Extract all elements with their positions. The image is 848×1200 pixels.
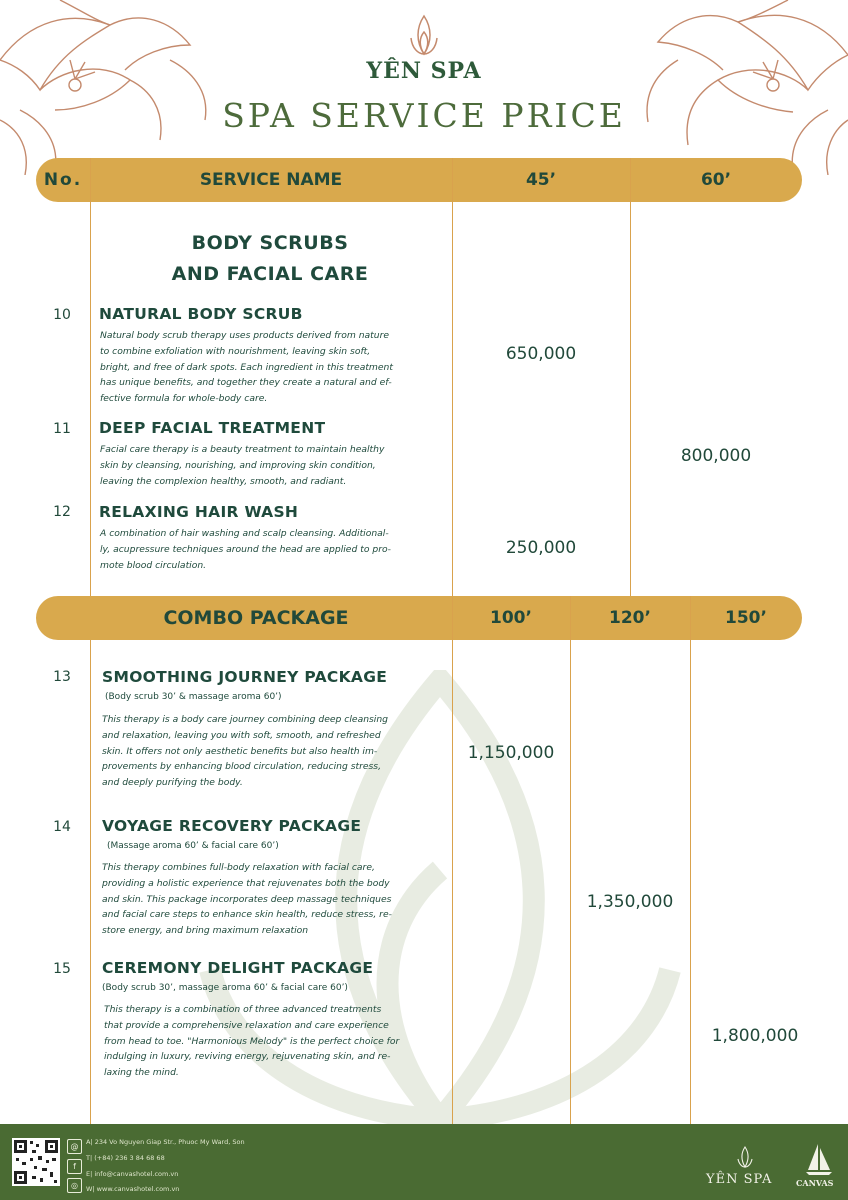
- service-title: CEREMONY DELIGHT PACKAGE: [102, 959, 374, 977]
- price-120-min: 1,350,000: [586, 892, 674, 912]
- service-number: 14: [53, 819, 71, 835]
- service-description: This therapy is a combination of three advanced treatments that provide a comprehensive relaxation and care experience from head to toe. "Harmonious Melody" is the perfect choice for indulging in luxury, reviving energy, rejuvenating skin, and re- laxing the mind.: [104, 1004, 400, 1079]
- divider: [90, 158, 91, 596]
- service-title: RELAXING HAIR WASH: [99, 503, 299, 521]
- canvas-sailboat-logo-icon: [804, 1142, 834, 1176]
- flower-decoration-right-icon: [628, 0, 848, 175]
- service-title: SMOOTHING JOURNEY PACKAGE: [102, 668, 388, 686]
- footer-partner: CANVAS: [796, 1178, 834, 1188]
- service-description: Facial care therapy is a beauty treatment to maintain healthy skin by cleansing, nourishing, and improving skin condition, leaving the complexion healthy, smooth, and radiant.: [100, 444, 385, 487]
- footer-phone: T| (+84) 236 3 84 68 68: [86, 1154, 165, 1162]
- divider: [452, 158, 453, 596]
- qr-code-icon[interactable]: [12, 1138, 60, 1186]
- threads-icon[interactable]: @: [67, 1139, 82, 1154]
- page-title: SPA SERVICE PRICE: [222, 96, 626, 135]
- footer-website[interactable]: W| www.canvashotel.com.vn: [86, 1185, 180, 1193]
- header-45-min: 45’: [525, 170, 557, 190]
- service-description: This therapy combines full-body relaxation with facial care, providing a holistic experience that rejuvenates both the body and skin. This package incorporates deep massage techniques and facial care steps to enhance skin health, reduce stress, re- store energy, and bring maximum relaxation: [102, 862, 392, 937]
- price-45-min: 250,000: [505, 538, 577, 558]
- yen-spa-footer-logo-icon: [736, 1146, 754, 1170]
- header-60-min: 60’: [700, 170, 732, 190]
- service-title: DEEP FACIAL TREATMENT: [99, 419, 326, 437]
- facebook-icon[interactable]: f: [67, 1159, 82, 1174]
- price-45-min: 650,000: [505, 344, 577, 364]
- divider: [452, 596, 453, 1124]
- service-subtitle: (Massage aroma 60’ & facial care 60’): [107, 841, 279, 851]
- service-title: NATURAL BODY SCRUB: [99, 305, 303, 323]
- footer-brand: YÊN SPA: [706, 1172, 773, 1187]
- instagram-icon[interactable]: ◎: [67, 1178, 82, 1193]
- divider: [630, 158, 631, 596]
- section-title-line1: BODY SCRUBS: [191, 232, 349, 254]
- service-number: 15: [53, 961, 71, 977]
- price-150-min: 1,800,000: [711, 1026, 799, 1046]
- footer-address: A| 234 Vo Nguyen Giap Str., Phuoc My Ward, Son: [86, 1138, 245, 1146]
- service-title: VOYAGE RECOVERY PACKAGE: [102, 817, 362, 835]
- combo-title: COMBO PACKAGE: [163, 607, 349, 629]
- service-number: 12: [53, 504, 71, 520]
- footer-email[interactable]: E| info@canvashotel.com.vn: [86, 1170, 179, 1178]
- service-subtitle: (Body scrub 30’ & massage aroma 60’): [105, 692, 282, 702]
- brand-name: YÊN SPA: [366, 58, 482, 84]
- section-title: [90, 228, 450, 290]
- yen-spa-logo-icon: [408, 14, 440, 60]
- service-description: Natural body scrub therapy uses products derived from nature to combine exfoliation with nourishment, leaving skin soft, bright, and free of dark spots. Each ingredient in this treatment has unique benefits, and together they create a natural and ef- fective formula for whole-body care.: [100, 330, 393, 405]
- divider: [90, 640, 91, 1124]
- service-description: This therapy is a body care journey combining deep cleansing and relaxation, leaving you with soft, smooth, and refreshed skin. It offers not only aesthetic benefits but also health im- provements by enhancing blood circulation, reducing stress, and deeply purifying the body.: [102, 714, 389, 789]
- service-number: 10: [53, 307, 71, 323]
- header-service-name: SERVICE NAME: [199, 170, 343, 190]
- flower-decoration-left-icon: [0, 0, 230, 175]
- service-number: 13: [53, 669, 71, 685]
- price-60-min: 800,000: [680, 446, 752, 466]
- header-150-min: 150’: [725, 608, 767, 628]
- header-no: No.: [43, 170, 83, 190]
- header-120-min: 120’: [609, 608, 651, 628]
- price-100-min: 1,150,000: [467, 743, 555, 763]
- service-subtitle: (Body scrub 30’, massage aroma 60’ & facial care 60’): [102, 983, 348, 993]
- service-description: A combination of hair washing and scalp cleansing. Additional- ly, acupressure techniques around the head are applied to pro- mote blood circulation.: [100, 528, 391, 571]
- service-number: 11: [53, 421, 71, 437]
- header-100-min: 100’: [490, 608, 532, 628]
- divider: [570, 596, 571, 1124]
- section-title-line2: AND FACIAL CARE: [171, 263, 369, 285]
